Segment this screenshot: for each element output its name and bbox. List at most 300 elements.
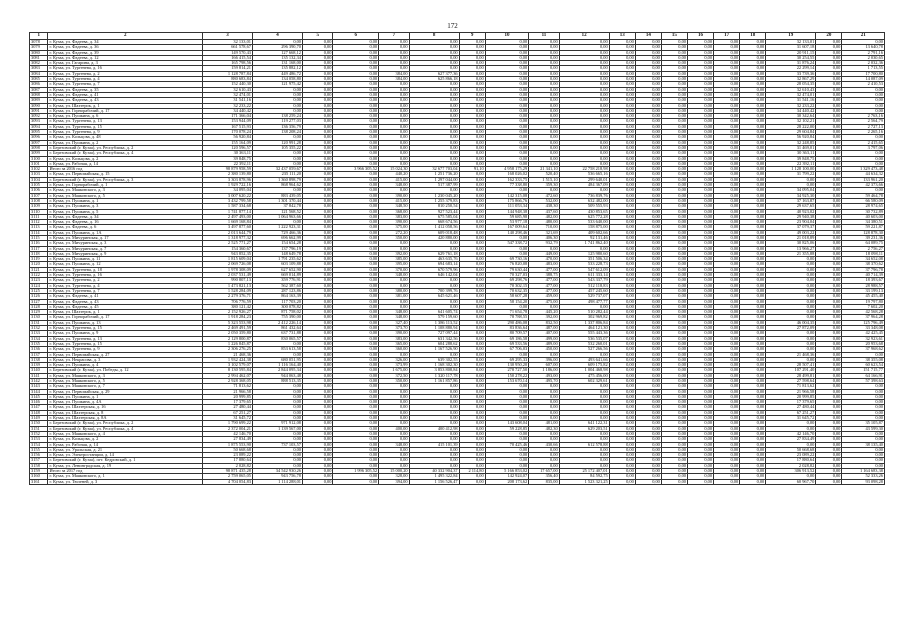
value-cell: 0,00	[459, 209, 485, 214]
value-cell: 0,00	[485, 416, 529, 421]
value-cell: 0,00	[609, 431, 635, 436]
value-cell: 0,00	[714, 331, 740, 336]
value-cell: 0,00	[661, 373, 687, 378]
value-cell: 0,00	[714, 66, 740, 71]
address-cell: г. Березовский (г. Кузаа), ул. Республика, д. 2	[48, 421, 202, 426]
row-number-cell: 3159	[30, 469, 48, 474]
value-cell: 670 579,96	[409, 267, 459, 272]
value-cell: 0,00	[842, 40, 885, 45]
value-cell: 0,00	[687, 40, 713, 45]
value-cell: 0,00	[816, 225, 842, 230]
value-cell: 0,00	[379, 145, 409, 150]
value-cell: 0,00	[379, 394, 409, 399]
value-cell: 0,00	[661, 241, 687, 246]
value-cell: 0,00	[816, 50, 842, 55]
value-cell: 302 969,82	[559, 315, 609, 320]
value-cell: 0,00	[714, 82, 740, 87]
value-cell: 351 506,34	[559, 257, 609, 262]
value-cell: 0,00	[459, 379, 485, 384]
value-cell: 1 108 880,94	[409, 326, 459, 331]
value-cell: 0,00	[687, 172, 713, 177]
value-cell: 0,00	[714, 55, 740, 60]
value-cell: 0,00	[252, 463, 302, 468]
value-cell: 0,00	[740, 352, 766, 357]
value-cell: 0,00	[333, 479, 379, 484]
value-cell: 0,00	[609, 114, 635, 119]
value-cell: 0,00	[529, 40, 559, 45]
value-cell: 0,00	[635, 463, 661, 468]
value-cell: 0,00	[766, 315, 816, 320]
value-cell: 0,00	[609, 463, 635, 468]
value-cell: 0,00	[459, 82, 485, 87]
value-cell: 0,00	[303, 55, 333, 60]
value-cell: 0,00	[609, 336, 635, 341]
value-cell: 463 635,76	[409, 257, 459, 262]
value-cell: 278 727,50	[485, 368, 529, 373]
value-cell: 0,00	[485, 66, 529, 71]
value-cell: 0,00	[333, 331, 379, 336]
value-cell: 42 146,70	[202, 431, 252, 436]
value-cell: 0,00	[459, 230, 485, 235]
value-cell: 0,00	[409, 161, 459, 166]
value-cell: 98 871 435,28	[202, 469, 252, 474]
value-cell: 2 497 493,00	[202, 214, 252, 219]
value-cell: 0,00	[740, 336, 766, 341]
value-cell: 21 341,10	[529, 167, 559, 172]
value-cell: 2 028,82	[766, 463, 816, 468]
value-cell: 830 065,57	[252, 336, 302, 341]
table-row	[30, 479, 885, 484]
value-cell: 2 756,27	[842, 246, 885, 251]
value-cell: 0,00	[459, 177, 485, 182]
value-cell: 0,00	[529, 453, 559, 458]
row-number-cell: 3160	[30, 474, 48, 479]
address-cell: г. Кузаа, ул. Фадеева, д. 41	[48, 92, 202, 97]
value-cell: 0,00	[661, 145, 687, 150]
value-cell: 943 756,78	[252, 474, 302, 479]
value-cell: 0,00	[303, 400, 333, 405]
value-cell: 0,00	[379, 45, 409, 50]
value-cell: 0,00	[303, 167, 333, 172]
value-cell: 0,00	[661, 156, 687, 161]
row-number-cell: 3154	[30, 442, 48, 447]
value-cell: 105 355,22	[252, 145, 302, 150]
value-cell: 0,00	[252, 341, 302, 346]
value-cell: 0,00	[740, 61, 766, 66]
value-cell: 0,00	[459, 410, 485, 415]
row-number-cell: 3083	[30, 66, 48, 71]
value-cell: 0,00	[609, 368, 635, 373]
value-cell: 0,00	[609, 55, 635, 60]
value-cell: 22 392,11	[202, 161, 252, 166]
address-cell: г. Кузаа, ул. Фадеева, д. 12	[48, 55, 202, 60]
value-cell: 171 366,04	[202, 114, 252, 119]
value-cell: 0,00	[409, 394, 459, 399]
row-number-cell: 3153	[30, 437, 48, 442]
value-cell: 0,00	[740, 405, 766, 410]
value-cell: 0,00	[714, 273, 740, 278]
value-cell: 153 944,09	[202, 119, 252, 124]
address-cell: г. Кузаа, ул. Маяковского, д. 5	[48, 193, 202, 198]
address-cell: г. Кузаа, ул. Рабочая, д. 14	[48, 161, 202, 166]
row-number-cell: 3091	[30, 108, 48, 113]
value-cell: 0,00	[661, 288, 687, 293]
address-cell: г. Кузаа, ул. Фадеева, д. 16	[48, 220, 202, 225]
value-cell: 1 791 235,62	[252, 257, 302, 262]
value-cell: 32 923,61	[842, 336, 885, 341]
value-cell: 0,00	[459, 130, 485, 135]
value-cell: 0,00	[766, 257, 816, 262]
value-cell: 0,00	[609, 426, 635, 431]
value-cell: 0,00	[409, 87, 459, 92]
header-cell: 4	[252, 33, 302, 40]
value-cell: 0,00	[635, 469, 661, 474]
row-number-cell: 3084	[30, 71, 48, 76]
value-cell: 0,00	[635, 257, 661, 262]
value-cell: 407,00	[529, 331, 559, 336]
value-cell: 28 499,81	[766, 373, 816, 378]
value-cell: 32 437 059,67	[252, 167, 302, 172]
value-cell: 495,70	[529, 379, 559, 384]
row-number-cell: 3158	[30, 463, 48, 468]
value-cell: 34 380,51	[842, 220, 885, 225]
value-cell: 148 649,78	[252, 251, 302, 256]
value-cell: 0,00	[333, 363, 379, 368]
value-cell: 0,00	[635, 135, 661, 140]
value-cell: 0,00	[529, 92, 559, 97]
value-cell: 0,00	[816, 363, 842, 368]
value-cell: 380,00	[379, 288, 409, 293]
address-cell: г. Кузаа, ул. Горнорабочий, д. 17	[48, 108, 202, 113]
value-cell: 14 087,09	[842, 77, 885, 82]
value-cell: 0,00	[816, 188, 842, 193]
value-cell: 0,00	[529, 98, 559, 103]
value-cell: 394,00	[379, 479, 409, 484]
value-cell: 1 523 321,25	[559, 479, 609, 484]
value-cell: 67 251,27	[202, 410, 252, 415]
address-cell: г. Кузаа, ул. Пушкина, д. 1А	[48, 230, 202, 235]
value-cell: 142 924,07	[485, 474, 529, 479]
value-cell: 1 932 424,38	[202, 357, 252, 362]
value-cell: 0,00	[252, 220, 302, 225]
value-cell: 0,00	[687, 98, 713, 103]
value-cell: 0,00	[635, 299, 661, 304]
value-cell: 0,00	[559, 458, 609, 463]
value-cell: 0,00	[714, 336, 740, 341]
value-cell: 0,00	[687, 357, 713, 362]
value-cell: 0,00	[816, 437, 842, 442]
value-cell: 0,00	[816, 130, 842, 135]
address-cell: г. Кузаа, ул. Пушкина, д. 4	[48, 363, 202, 368]
value-cell: 1 741 877,14	[202, 209, 252, 214]
value-cell: 547 612,09	[559, 267, 609, 272]
value-cell: 0,00	[816, 55, 842, 60]
value-cell: 493 641,66	[559, 357, 609, 362]
value-cell: 0,00	[485, 55, 529, 60]
value-cell: 0,00	[303, 193, 333, 198]
value-cell: 0,00	[687, 283, 713, 288]
value-cell: 0,00	[635, 384, 661, 389]
value-cell: 0,00	[303, 119, 333, 124]
value-cell: 0,00	[714, 304, 740, 309]
value-cell: 533 640,00	[559, 220, 609, 225]
value-cell: 1 161 857,86	[409, 379, 459, 384]
value-cell: 0,00	[842, 87, 885, 92]
value-cell: 0,00	[459, 55, 485, 60]
value-cell: 0,00	[687, 124, 713, 129]
value-cell: 637 731,88	[252, 331, 302, 336]
value-cell: 0,00	[740, 124, 766, 129]
value-cell: 646 142,04	[409, 273, 459, 278]
value-cell: 0,00	[333, 156, 379, 161]
value-cell: 30 363,11	[202, 151, 252, 156]
value-cell: 59 464,78	[842, 193, 885, 198]
value-cell: 0,00	[379, 66, 409, 71]
value-cell: 0,00	[609, 82, 635, 87]
value-cell: 0,00	[333, 241, 379, 246]
value-cell: 579 159,60	[409, 315, 459, 320]
address-cell: г. Кузаа, ул. Первомайская, д. 29	[48, 389, 202, 394]
value-cell: 0,00	[379, 108, 409, 113]
value-cell: 155 164,09	[202, 140, 252, 145]
value-cell: 625 772,28	[559, 214, 609, 219]
value-cell: 0,00	[687, 469, 713, 474]
value-cell: 641 605,74	[409, 310, 459, 315]
value-cell: 0,00	[485, 251, 529, 256]
value-cell: 0,00	[740, 225, 766, 230]
row-number-cell: 3109	[30, 204, 48, 209]
value-cell: 0,00	[635, 479, 661, 484]
value-cell: 0,00	[714, 326, 740, 331]
value-cell: 0,00	[816, 288, 842, 293]
value-cell: 0,00	[303, 294, 333, 299]
value-cell: 0,00	[559, 416, 609, 421]
value-cell: 32 248,85	[766, 140, 816, 145]
value-cell: 59 685,98	[485, 214, 529, 219]
value-cell: 0,00	[333, 177, 379, 182]
value-cell: 0,00	[687, 363, 713, 368]
address-cell: г. Кузаа, ул. Фадеева, д. 43	[48, 299, 202, 304]
value-cell: 0,00	[740, 426, 766, 431]
value-cell: 0,00	[459, 294, 485, 299]
value-cell: 0,00	[485, 108, 529, 113]
address-cell: г. Кузаа, ул. Тургенева, д. 9	[48, 130, 202, 135]
value-cell: 0,00	[459, 45, 485, 50]
value-cell: 0,00	[409, 278, 459, 283]
value-cell: 0,00	[687, 331, 713, 336]
value-cell: 0,00	[333, 288, 379, 293]
value-cell: 464 121,30	[559, 326, 609, 331]
value-cell: 0,00	[635, 347, 661, 352]
value-cell: 0,00	[714, 352, 740, 357]
value-cell: 536 535,07	[559, 336, 609, 341]
value-cell: 0,00	[687, 77, 713, 82]
value-cell: 0,00	[714, 193, 740, 198]
value-cell: 0,00	[635, 87, 661, 92]
value-cell: 0,00	[609, 273, 635, 278]
value-cell: 0,00	[609, 320, 635, 325]
value-cell: 1 230 045,20	[409, 193, 459, 198]
value-cell: 0,00	[714, 262, 740, 267]
value-cell: 0,00	[714, 257, 740, 262]
value-cell: 383,00	[379, 336, 409, 341]
value-cell: 0,00	[252, 161, 302, 166]
value-cell: 0,00	[687, 267, 713, 272]
value-cell: 0,00	[842, 188, 885, 193]
value-cell: 0,00	[409, 135, 459, 140]
address-cell: г. Кузаа, ул. Фадеева, д. 41	[48, 294, 202, 299]
value-cell: 0,00	[333, 405, 379, 410]
value-cell: 449,00	[529, 251, 559, 256]
value-cell: 0,00	[816, 114, 842, 119]
value-cell: 0,00	[559, 66, 609, 71]
value-cell: 0,00	[635, 241, 661, 246]
value-cell: 0,00	[333, 114, 379, 119]
value-cell: 1 297 044,00	[409, 177, 459, 182]
value-cell: 1 929 722,16	[202, 183, 252, 188]
value-cell: 0,00	[687, 198, 713, 203]
value-cell: 611 333,14	[559, 273, 609, 278]
value-cell: 1 386 113,52	[409, 320, 459, 325]
value-cell: 0,00	[252, 437, 302, 442]
value-cell: 0,00	[687, 183, 713, 188]
value-cell: 93 098,28	[842, 479, 885, 484]
value-cell: 0,00	[714, 103, 740, 108]
value-cell: 287 123,86	[252, 288, 302, 293]
value-cell: 0,00	[485, 405, 529, 410]
value-cell: 0,00	[609, 246, 635, 251]
value-cell: 0,00	[333, 453, 379, 458]
value-cell: 167 009,64	[485, 225, 529, 230]
value-cell: 2 410,53	[842, 82, 885, 87]
row-number-cell: 3108	[30, 198, 48, 203]
value-cell: 0,00	[252, 135, 302, 140]
value-cell: 0,00	[635, 209, 661, 214]
value-cell: 0,00	[459, 220, 485, 225]
value-cell: 0,00	[379, 82, 409, 87]
value-cell: 700 399,76	[409, 288, 459, 293]
value-cell: 29 940,38	[766, 214, 816, 219]
value-cell: 0,00	[661, 299, 687, 304]
value-cell: 0,00	[714, 310, 740, 315]
address-cell: г. Кузаа, ул. Тюленей, д. 3	[48, 479, 202, 484]
address-cell: г. Кузаа, ул. Тургенева, д. 13	[48, 119, 202, 124]
value-cell: 0,00	[661, 257, 687, 262]
value-cell: 0,00	[409, 389, 459, 394]
value-cell: 612 578,88	[559, 442, 609, 447]
address-cell: г. Кузаа, ул. Тургенева, д. 18	[48, 267, 202, 272]
value-cell: 0,00	[687, 225, 713, 230]
value-cell: 409 602,66	[559, 230, 609, 235]
value-cell: 0,00	[740, 161, 766, 166]
value-cell: 21 966,58	[202, 389, 252, 394]
value-cell: 0,00	[333, 209, 379, 214]
value-cell: 2 050 359,80	[202, 331, 252, 336]
value-cell: 0,00	[661, 45, 687, 50]
value-cell: 0,00	[635, 246, 661, 251]
value-cell: 0,00	[609, 373, 635, 378]
value-cell: 0,00	[816, 373, 842, 378]
value-cell: 0,00	[816, 183, 842, 188]
value-cell: 0,00	[333, 198, 379, 203]
value-cell: 0,00	[687, 230, 713, 235]
value-cell: 0,00	[409, 40, 459, 45]
value-cell: 0,00	[409, 299, 459, 304]
value-cell: 0,00	[661, 40, 687, 45]
value-cell: 69 298,76	[485, 278, 529, 283]
value-cell: 0,00	[740, 214, 766, 219]
value-cell: 1 114 288,01	[252, 479, 302, 484]
value-cell: 0,00	[333, 214, 379, 219]
value-cell: 1 222 923,31	[252, 225, 302, 230]
value-cell: 0,00	[303, 416, 333, 421]
value-cell: 632 482,00	[559, 198, 609, 203]
value-cell: 0,00	[252, 87, 302, 92]
value-cell: 449 486,72	[252, 71, 302, 76]
value-cell: 631 342,56	[409, 336, 459, 341]
value-cell: 498 477,77	[559, 299, 609, 304]
value-cell: 1 790 699,22	[202, 421, 252, 426]
value-cell: 0,00	[661, 204, 687, 209]
value-cell: 0,00	[661, 220, 687, 225]
value-cell: 0,00	[714, 357, 740, 362]
row-number-cell: 3124	[30, 283, 48, 288]
value-cell: 0,00	[459, 77, 485, 82]
value-cell: 437,60	[529, 209, 559, 214]
value-cell: 370,00	[379, 267, 409, 272]
value-cell: 0,00	[609, 278, 635, 283]
value-cell: 17 379,65	[766, 400, 816, 405]
value-cell: 0,00	[303, 357, 333, 362]
value-cell: 0,00	[459, 172, 485, 177]
value-cell: 0,00	[740, 463, 766, 468]
value-cell: 0,00	[635, 103, 661, 108]
value-cell: 0,00	[303, 394, 333, 399]
header-cell: 3	[202, 33, 252, 40]
value-cell: 27 834,49	[766, 437, 816, 442]
value-cell: 0,00	[766, 183, 816, 188]
value-cell: 31 645,72	[766, 416, 816, 421]
value-cell: 33 348,08	[842, 326, 885, 331]
value-cell: 0,00	[609, 400, 635, 405]
address-cell: Итого за 2016 год	[48, 167, 202, 172]
value-cell: 70 327,03	[485, 273, 529, 278]
value-cell: 641 122,31	[559, 421, 609, 426]
value-cell: 527 266,56	[559, 347, 609, 352]
value-cell: 0,00	[816, 177, 842, 182]
value-cell: 0,00	[529, 188, 559, 193]
value-cell: 0,00	[333, 400, 379, 405]
address-cell: г. Кузаа, ул. Тургенева, д. 16	[48, 273, 202, 278]
value-cell: 0,00	[303, 442, 333, 447]
value-cell: 710,00	[529, 225, 559, 230]
value-cell: 0,00	[379, 352, 409, 357]
value-cell: 0,00	[459, 310, 485, 315]
value-cell: 32 610,43	[766, 87, 816, 92]
value-cell: 0,00	[635, 368, 661, 373]
value-cell: 0,00	[485, 82, 529, 87]
value-cell: 0,00	[661, 283, 687, 288]
value-cell: 0,00	[714, 40, 740, 45]
value-cell: 20 999,85	[766, 394, 816, 399]
value-cell: 0,00	[687, 50, 713, 55]
value-cell: 0,00	[379, 61, 409, 66]
value-cell: 0,00	[714, 379, 740, 384]
value-cell: 1 139 567,00	[252, 426, 302, 431]
value-cell: 34 440,42	[202, 108, 252, 113]
value-cell: 0,00	[333, 45, 379, 50]
value-cell: 31 541,16	[202, 98, 252, 103]
